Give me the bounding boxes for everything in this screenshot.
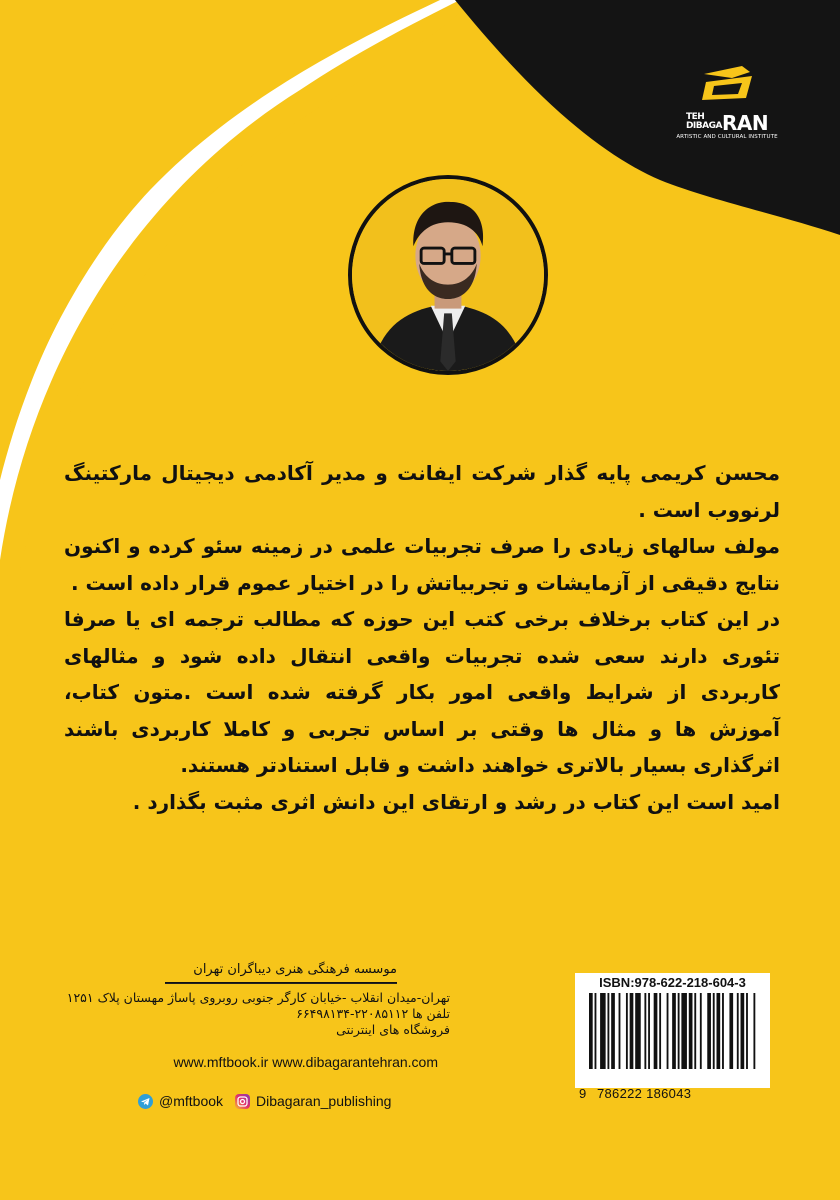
barcode-bar <box>700 993 702 1069</box>
publisher-contact <box>60 990 450 1038</box>
barcode-bar <box>707 993 711 1069</box>
logo-wordmark: TEH DIBAGARAN <box>685 111 769 135</box>
barcode-bar <box>667 993 669 1069</box>
barcode-bar <box>644 993 646 1069</box>
barcode-bar <box>753 993 755 1069</box>
barcode-bar <box>678 993 680 1069</box>
barcode-bar <box>717 993 721 1069</box>
barcode-bar <box>746 993 748 1069</box>
barcode-bar <box>626 993 628 1069</box>
logo-subtitle: ARTISTIC AND CULTURAL INSTITUTE <box>676 134 778 140</box>
website-links[interactable]: www.mftbook.ir www.dibagarantehran.com <box>173 1054 438 1070</box>
instagram-handle[interactable]: Dibagaran_publishing <box>256 1093 392 1109</box>
bio-paragraph: مولف سالهای زیادی را صرف تجربیات علمی در زمینه سئو کرده و اکنون نتایج دقیقی از آزمایشات و تجربیاتش را در اختیار عموم قرار داده است . <box>64 534 780 595</box>
barcode-bar <box>741 993 745 1069</box>
social-links <box>138 1093 438 1109</box>
bio-paragraph: در این کتاب برخلاف برخی کتب این حوزه که مطالب ترجمه ای یا صرفا تئوری دارند سعی شده تجربیات واقعی انتقال داده شود و مثالهای کاربردی از شرایط واقعی امور بکار گرفته شده است .متون کتاب، آموزش ها و مثال ها وقتی بر اساس تجربی و کاملا کاربردی باشند اثرگذاری بسیار بالاتری خواهند داشت و قابل استنادتر هستند. <box>64 607 780 777</box>
barcode-bar <box>607 993 609 1069</box>
barcode-bar <box>713 993 715 1069</box>
barcode-bar <box>729 993 733 1069</box>
author-bio <box>64 455 780 820</box>
barcode-bar <box>681 993 687 1069</box>
bio-paragraph: محسن کریمی پایه گذار شرکت ایفانت و مدیر آکادمی دیجیتال مارکتینگ لرنووب است . <box>64 461 780 522</box>
barcode-bar <box>595 993 597 1069</box>
barcode-bar <box>722 993 724 1069</box>
barcode-bar <box>694 993 696 1069</box>
barcode-digit-first: 9 <box>579 1086 587 1101</box>
publisher-address: تهران-میدان انقلاب -خیابان کارگر جنوبی روبروی پاساژ مهستان پلاک ۱۲۵۱ <box>66 990 450 1005</box>
barcode-digits-rest: 786222 186043 <box>597 1086 692 1101</box>
publisher-logo <box>672 60 782 155</box>
logo-mark-icon <box>692 60 762 105</box>
telegram-handle[interactable]: @mftbook <box>159 1093 224 1109</box>
publisher-name: موسسه فرهنگی هنری دیباگران تهران <box>165 958 397 983</box>
barcode-bars <box>589 993 759 1069</box>
telegram-icon <box>138 1094 153 1109</box>
isbn-label: ISBN:978-622-218-604-3 <box>599 975 746 990</box>
publisher-phone: تلفن ها ۲۲۰۸۵۱۱۲-۶۶۴۹۸۱۳۴ <box>296 1006 450 1021</box>
online-stores-label: فروشگاه های اینترنتی <box>336 1022 450 1037</box>
barcode-bar <box>619 993 621 1069</box>
barcode-bar <box>648 993 650 1069</box>
barcode-bar <box>659 993 661 1069</box>
isbn-barcode <box>575 973 770 1101</box>
barcode-bar <box>654 993 658 1069</box>
barcode-bar <box>589 993 593 1069</box>
barcode-bar <box>635 993 641 1069</box>
barcode-bar <box>630 993 634 1069</box>
barcode-bar <box>600 993 606 1069</box>
barcode-bar <box>737 993 739 1069</box>
instagram-icon <box>235 1094 250 1109</box>
barcode-bar <box>611 993 615 1069</box>
barcode-bar <box>672 993 676 1069</box>
barcode-bar <box>689 993 693 1069</box>
author-portrait <box>348 175 548 375</box>
bio-paragraph: امید است این کتاب در رشد و ارتقای این دانش اثری مثبت بگذارد . <box>132 789 780 814</box>
